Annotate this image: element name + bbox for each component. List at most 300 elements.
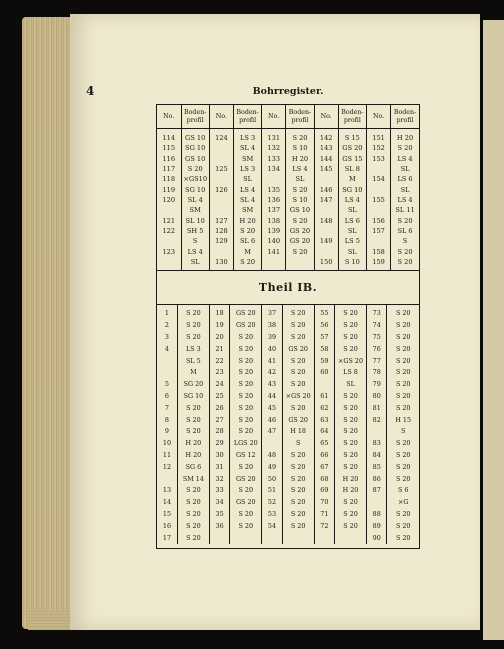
bodenprofil-value: LS 6: [344, 216, 360, 225]
boring-number: 8: [164, 415, 169, 424]
bodenprofil-value: S 20: [290, 486, 306, 495]
bodenprofil-column: [282, 305, 314, 544]
bodenprofil-value: S 20: [395, 368, 411, 377]
number-column: [314, 129, 338, 271]
boring-number: 144: [319, 154, 333, 163]
boring-number: 6: [164, 392, 169, 401]
boring-number: 46: [267, 415, 277, 424]
bodenprofil-value: S 20: [238, 510, 254, 519]
boring-number: 9: [164, 427, 169, 436]
bodenprofil-value: S 20: [395, 521, 411, 530]
boring-number: 40: [267, 344, 277, 353]
boring-number: 75: [372, 333, 381, 342]
number-column: [157, 129, 181, 271]
bodenprofil-value: S 20: [395, 439, 411, 448]
bodenprofil-value: LS 4: [397, 154, 413, 163]
bodenprofil-value: SM: [241, 154, 254, 163]
bodenprofil-value: SL 11: [395, 206, 415, 215]
boring-number: 84: [372, 451, 381, 460]
boring-number: 35: [215, 510, 224, 519]
boring-number: 134: [267, 165, 281, 174]
bodenprofil-value: [283, 533, 314, 545]
boring-number: [262, 257, 285, 267]
bodenprofil-value: S 20: [395, 403, 411, 412]
boring-number: 73: [372, 309, 381, 318]
bodenprofil-value: S 20: [397, 216, 413, 225]
boring-number: 80: [372, 392, 381, 401]
bodenprofil-value: LS 4: [187, 247, 203, 256]
boring-number: [367, 164, 390, 174]
column-header-bodenprofil: Boden- profil: [286, 105, 314, 129]
boring-number: 153: [372, 154, 385, 163]
boring-number: 69: [320, 486, 329, 495]
boring-number: 63: [320, 415, 329, 424]
bodenprofil-value: S 20: [343, 498, 358, 507]
boring-number: 128: [215, 227, 228, 236]
boring-number: [210, 174, 233, 184]
bodenprofil-value: LS 6: [397, 175, 413, 184]
bodenprofil-value: S 20: [186, 321, 201, 330]
bodenprofil-value: S 20: [186, 333, 201, 342]
bodenprofil-value: S 20: [395, 392, 411, 401]
boring-number: [367, 426, 386, 438]
boring-number: 88: [372, 510, 381, 519]
bodenprofil-value: H 15: [395, 415, 412, 424]
bodenprofil-value: S 20: [290, 380, 306, 389]
bodenprofil-value: S 20: [395, 344, 411, 353]
bodenprofil-column: [286, 129, 314, 271]
boring-number: 32: [215, 474, 224, 483]
table-body-row: [157, 305, 419, 544]
bodenprofil-value: S 20: [290, 462, 306, 471]
boring-number: 53: [267, 510, 277, 519]
bodenprofil-value: S 20: [290, 510, 306, 519]
boring-number: 117: [162, 165, 176, 174]
bodenprofil-value: SL 10: [185, 216, 205, 225]
boring-number: 130: [215, 258, 228, 267]
boring-number: 85: [372, 462, 381, 471]
bodenprofil-value: S 20: [238, 333, 254, 342]
bodenprofil-value: SL: [400, 185, 410, 194]
boring-number: 122: [162, 227, 176, 236]
boring-number: 54: [267, 521, 277, 530]
bodenprofil-value: S 20: [290, 368, 306, 377]
bodenprofil-value: S 20: [397, 247, 413, 256]
boring-number: 141: [267, 247, 281, 256]
bodenprofil-value: S 10: [292, 196, 308, 205]
boring-number: 159: [372, 258, 385, 267]
bodenprofil-value: S 20: [186, 415, 201, 424]
boring-number: 129: [215, 237, 228, 246]
boring-number: [367, 497, 386, 509]
boring-number: [157, 356, 177, 368]
boring-number: 74: [372, 321, 381, 330]
bodenprofil-value: [230, 533, 261, 545]
bodenprofil-value: SL 5: [186, 356, 201, 365]
bodenprofil-value: S 20: [238, 415, 254, 424]
boring-number: 60: [320, 368, 329, 377]
boring-number: 58: [320, 344, 329, 353]
bodenprofil-value: SL: [347, 227, 357, 236]
boring-number: 28: [215, 427, 224, 436]
boring-number: 36: [215, 521, 224, 530]
boring-number: 149: [319, 237, 333, 246]
column-header-no: No.: [367, 105, 391, 129]
bodenprofil-value: SL: [347, 247, 357, 256]
bodenprofil-value: H 20: [342, 486, 359, 495]
bodenprofil-value: GS 20: [289, 237, 311, 246]
boring-number: 52: [267, 498, 277, 507]
bodenprofil-value: H 20: [185, 451, 202, 460]
bodenprofil-value: LS 8: [343, 368, 358, 377]
boring-number: 86: [372, 474, 381, 483]
boring-number: 33: [215, 486, 224, 495]
boring-number: 30: [215, 451, 224, 460]
bodenprofil-value: S 20: [343, 427, 358, 436]
boring-number: 13: [162, 486, 172, 495]
bodenprofil-value: LS 3: [239, 165, 256, 174]
boring-number: [157, 257, 181, 267]
bodenprofil-value: GS 20: [235, 474, 256, 483]
bodenprofil-value: S 20: [292, 247, 308, 256]
bodenprofil-value: S 20: [238, 403, 254, 412]
number-column: [209, 129, 233, 271]
bodenprofil-value: GS 10: [185, 134, 206, 142]
boring-number: [367, 205, 390, 215]
bodenprofil-value: S 20: [290, 498, 306, 507]
boring-number: 23: [215, 368, 224, 377]
boring-number: 24: [215, 380, 224, 389]
boring-number: 10: [162, 439, 172, 448]
bodenprofil-value: S 20: [343, 321, 358, 330]
bodenprofil-value: S 20: [186, 533, 201, 542]
bodenprofil-value: S 20: [395, 380, 411, 389]
boring-number: 120: [162, 196, 176, 205]
bodenprofil-value: S 20: [238, 521, 254, 530]
boring-number: 1: [164, 309, 169, 318]
bodenprofil-value: S 20: [240, 258, 256, 267]
bodenprofil-value: S 20: [343, 521, 358, 530]
bodenprofil-value: S 20: [343, 403, 358, 412]
boring-number: 90: [372, 533, 381, 542]
bodenprofil-value: S: [401, 427, 406, 436]
bodenprofil-value: GS 20: [235, 309, 256, 318]
bodenprofil-value: S 20: [290, 451, 306, 460]
boring-number: 41: [267, 356, 277, 365]
bodenprofil-value: S 20: [290, 321, 306, 330]
bodenprofil-value: GS 20: [235, 498, 256, 507]
boring-number: 71: [320, 510, 329, 519]
boring-number: 57: [320, 333, 329, 342]
bodenprofil-value: S 20: [395, 451, 411, 460]
boring-number: 61: [320, 392, 329, 401]
boring-number: 143: [319, 144, 333, 153]
table-header-row: [157, 105, 419, 129]
bodenprofil-value: SL 6: [397, 227, 413, 236]
boring-number: 43: [267, 380, 277, 389]
boring-number: 37: [267, 309, 277, 318]
bodenprofil-value: S 20: [395, 321, 411, 330]
bodenprofil-value: LS 4: [397, 196, 413, 205]
boring-number: 152: [372, 144, 385, 153]
bodenprofil-value: S 20: [395, 474, 411, 483]
bodenprofil-column: [230, 305, 262, 544]
boring-number: 34: [215, 498, 224, 507]
boring-number: 142: [319, 134, 333, 142]
boring-number: 49: [267, 462, 277, 471]
bodenprofil-value: S 6: [397, 486, 409, 495]
boring-number: [315, 174, 338, 184]
bodenprofil-value: S 20: [343, 392, 358, 401]
bodenprofil-column: [391, 129, 419, 271]
boring-number: 47: [267, 427, 277, 436]
bodenprofil-value: GS 20: [288, 415, 308, 424]
boring-number: [367, 185, 390, 195]
boring-number: 70: [320, 498, 329, 507]
boring-number: 48: [267, 451, 277, 460]
page-number: 4: [86, 84, 95, 98]
boring-number: 125: [215, 165, 228, 174]
bodenprofil-value: LS 3: [186, 344, 201, 353]
boring-number: 20: [215, 333, 224, 342]
bodenprofil-value: S 20: [186, 521, 201, 530]
bodenprofil-column: [335, 305, 367, 544]
bodenprofil-value: S: [192, 237, 198, 246]
bodenprofil-value: SL 4: [187, 196, 203, 205]
boring-number: 22: [215, 356, 224, 365]
boring-number: 83: [372, 439, 381, 448]
boring-number: 25: [215, 392, 224, 401]
bodenprofil-value: S 20: [238, 392, 254, 401]
bodenprofil-value: SL: [190, 258, 200, 267]
boring-number: 150: [319, 258, 333, 267]
bodenprofil-value: S 20: [187, 165, 203, 174]
bodenprofil-value: H 20: [396, 134, 414, 142]
section-title: Theil IB.: [157, 270, 419, 305]
bodenprofil-column: [233, 129, 261, 271]
bodenprofil-value: S 20: [290, 521, 306, 530]
bodenprofil-value: SL 6: [239, 237, 256, 246]
boring-number: 72: [320, 521, 329, 530]
boring-number: 156: [372, 216, 385, 225]
boring-number: 67: [320, 462, 329, 471]
column-header-no: No.: [314, 105, 338, 129]
boring-number: 38: [267, 321, 277, 330]
register-table: [156, 104, 420, 549]
bodenprofil-value: S 20: [290, 333, 306, 342]
bodenprofil-value: LS 4: [239, 185, 256, 194]
bodenprofil-column: [387, 305, 419, 544]
boring-number: 5: [164, 380, 169, 389]
boring-number: 132: [267, 144, 281, 153]
bodenprofil-value: [335, 533, 366, 545]
boring-number: 154: [372, 175, 385, 184]
bodenprofil-column: [181, 129, 209, 271]
boring-number: 44: [267, 392, 277, 401]
bodenprofil-value: SL: [295, 175, 305, 184]
boring-number: [262, 533, 281, 545]
bodenprofil-value: H 20: [239, 216, 256, 225]
column-header-bodenprofil: Boden- profil: [181, 105, 209, 129]
boring-number: 151: [372, 134, 385, 142]
boring-number: 62: [320, 403, 329, 412]
running-title: Bohrregister.: [252, 86, 324, 97]
bodenprofil-value: S 20: [240, 227, 256, 236]
boring-number: [210, 195, 233, 205]
boring-number: [157, 367, 177, 379]
boring-number: 18: [215, 309, 224, 318]
bodenprofil-value: ×GS 20: [285, 392, 311, 401]
bodenprofil-value: GS 10: [289, 206, 311, 215]
boring-number: 14: [162, 498, 172, 507]
bodenprofil-value: S 20: [343, 439, 358, 448]
bodenprofil-value: SG 10: [342, 185, 363, 194]
bodenprofil-value: S 20: [186, 403, 201, 412]
bodenprofil-value: S: [295, 439, 301, 448]
bodenprofil-value: SG 10: [183, 392, 204, 401]
bodenprofil-column: [177, 305, 209, 544]
boring-number: 137: [267, 206, 281, 215]
boring-number: 29: [215, 439, 224, 448]
bodenprofil-value: M: [348, 175, 356, 184]
number-column: [367, 305, 387, 544]
boring-number: [315, 379, 334, 391]
bodenprofil-value: GS 10: [185, 154, 206, 163]
bodenprofil-value: S 20: [343, 415, 358, 424]
bodenprofil-value: LS 4: [292, 165, 308, 174]
column-header-bodenprofil: Boden- profil: [338, 105, 366, 129]
boring-number: 140: [267, 237, 281, 246]
bodenprofil-value: S 20: [292, 185, 308, 194]
boring-number: 136: [267, 196, 281, 205]
bodenprofil-value: SL 4: [239, 144, 256, 153]
bodenprofil-value: H 20: [342, 474, 359, 483]
boring-number: 76: [372, 344, 381, 353]
boring-number: [210, 247, 233, 257]
bodenprofil-value: SG 10: [185, 185, 206, 194]
bodenprofil-value: S 20: [238, 380, 254, 389]
bodenprofil-value: S 20: [186, 510, 201, 519]
boring-number: 66: [320, 451, 329, 460]
bodenprofil-value: M: [244, 247, 251, 256]
boring-number: 116: [162, 154, 176, 163]
bodenprofil-value: S 20: [186, 486, 201, 495]
bodenprofil-value: GS 20: [289, 227, 311, 236]
bodenprofil-value: GS 20: [342, 144, 363, 153]
boring-number: 158: [372, 247, 385, 256]
boring-number: 126: [215, 185, 228, 194]
table-body-row: [157, 129, 419, 271]
bodenprofil-value: M: [190, 368, 197, 377]
bodenprofil-value: S 20: [290, 403, 306, 412]
number-column: [209, 305, 229, 544]
bodenprofil-value: S: [402, 237, 408, 246]
boring-number: 21: [215, 344, 224, 353]
bodenprofil-value: S 20: [395, 533, 411, 542]
boring-number: 2: [164, 321, 169, 330]
boring-number: 121: [162, 216, 176, 225]
boring-number: 11: [162, 451, 172, 460]
boring-number: [157, 236, 181, 246]
boring-number: 68: [320, 474, 329, 483]
boring-number: 26: [215, 403, 224, 412]
boring-number: 17: [162, 533, 172, 542]
bodenprofil-value: S 20: [343, 510, 358, 519]
bodenprofil-value: SM 14: [182, 474, 204, 483]
bodenprofil-value: S 20: [395, 462, 411, 471]
boring-number: 65: [320, 439, 329, 448]
bodenprofil-value: GS 12: [235, 451, 256, 460]
bodenprofil-value: SL: [346, 380, 355, 389]
register-table-part-1: [157, 105, 419, 270]
bodenprofil-value: H 20: [185, 439, 202, 448]
boring-number: 19: [215, 321, 224, 330]
boring-number: [262, 438, 281, 450]
bodenprofil-value: S 20: [238, 462, 254, 471]
bodenprofil-value: S 20: [238, 486, 254, 495]
bodenprofil-value: S 20: [292, 216, 308, 225]
boring-number: 77: [372, 356, 381, 365]
boring-number: 42: [267, 368, 277, 377]
boring-number: 55: [320, 309, 329, 318]
bodenprofil-value: S 20: [238, 356, 254, 365]
bodenprofil-value: GS 20: [288, 344, 308, 353]
boring-number: [210, 143, 233, 153]
boring-number: 118: [162, 175, 176, 184]
bodenprofil-value: S 20: [395, 309, 411, 318]
boring-number: 138: [267, 216, 281, 225]
bodenprofil-value: ×G: [397, 498, 409, 507]
bodenprofil-value: S 10: [292, 144, 308, 153]
register-table-part-2: [157, 305, 419, 544]
bodenprofil-value: ×GS 20: [338, 356, 364, 365]
boring-number: 79: [372, 380, 381, 389]
boring-number: 39: [267, 333, 277, 342]
boring-number: [262, 174, 285, 184]
boring-number: 123: [162, 247, 176, 256]
boring-number: 16: [162, 521, 172, 530]
number-column: [262, 305, 282, 544]
boring-number: 3: [164, 333, 169, 342]
boring-number: 157: [372, 227, 385, 236]
boring-number: [315, 247, 338, 257]
boring-number: 89: [372, 521, 381, 530]
running-title-wrap: [0, 86, 504, 97]
bodenprofil-value: S 20: [395, 356, 411, 365]
boring-number: 27: [215, 415, 224, 424]
bodenprofil-value: SH 5: [186, 227, 204, 236]
boring-number: 146: [319, 185, 333, 194]
boring-number: [315, 226, 338, 236]
boring-number: [210, 205, 233, 215]
boring-number: 51: [267, 486, 277, 495]
bodenprofil-value: H 20: [291, 154, 309, 163]
column-header-no: No.: [209, 105, 233, 129]
boring-number: 131: [267, 134, 281, 142]
boring-number: 31: [215, 462, 224, 471]
boring-number: [210, 154, 233, 164]
number-column: [262, 129, 286, 271]
column-header-no: No.: [262, 105, 286, 129]
bodenprofil-value: SL: [243, 175, 253, 184]
boring-number: [367, 236, 390, 246]
boring-number: 148: [319, 216, 333, 225]
bodenprofil-value: S 20: [343, 333, 358, 342]
boring-number: 145: [319, 165, 333, 174]
bodenprofil-value: LS 4: [344, 196, 360, 205]
bodenprofil-value: S 20: [290, 474, 306, 483]
boring-number: 155: [372, 196, 385, 205]
